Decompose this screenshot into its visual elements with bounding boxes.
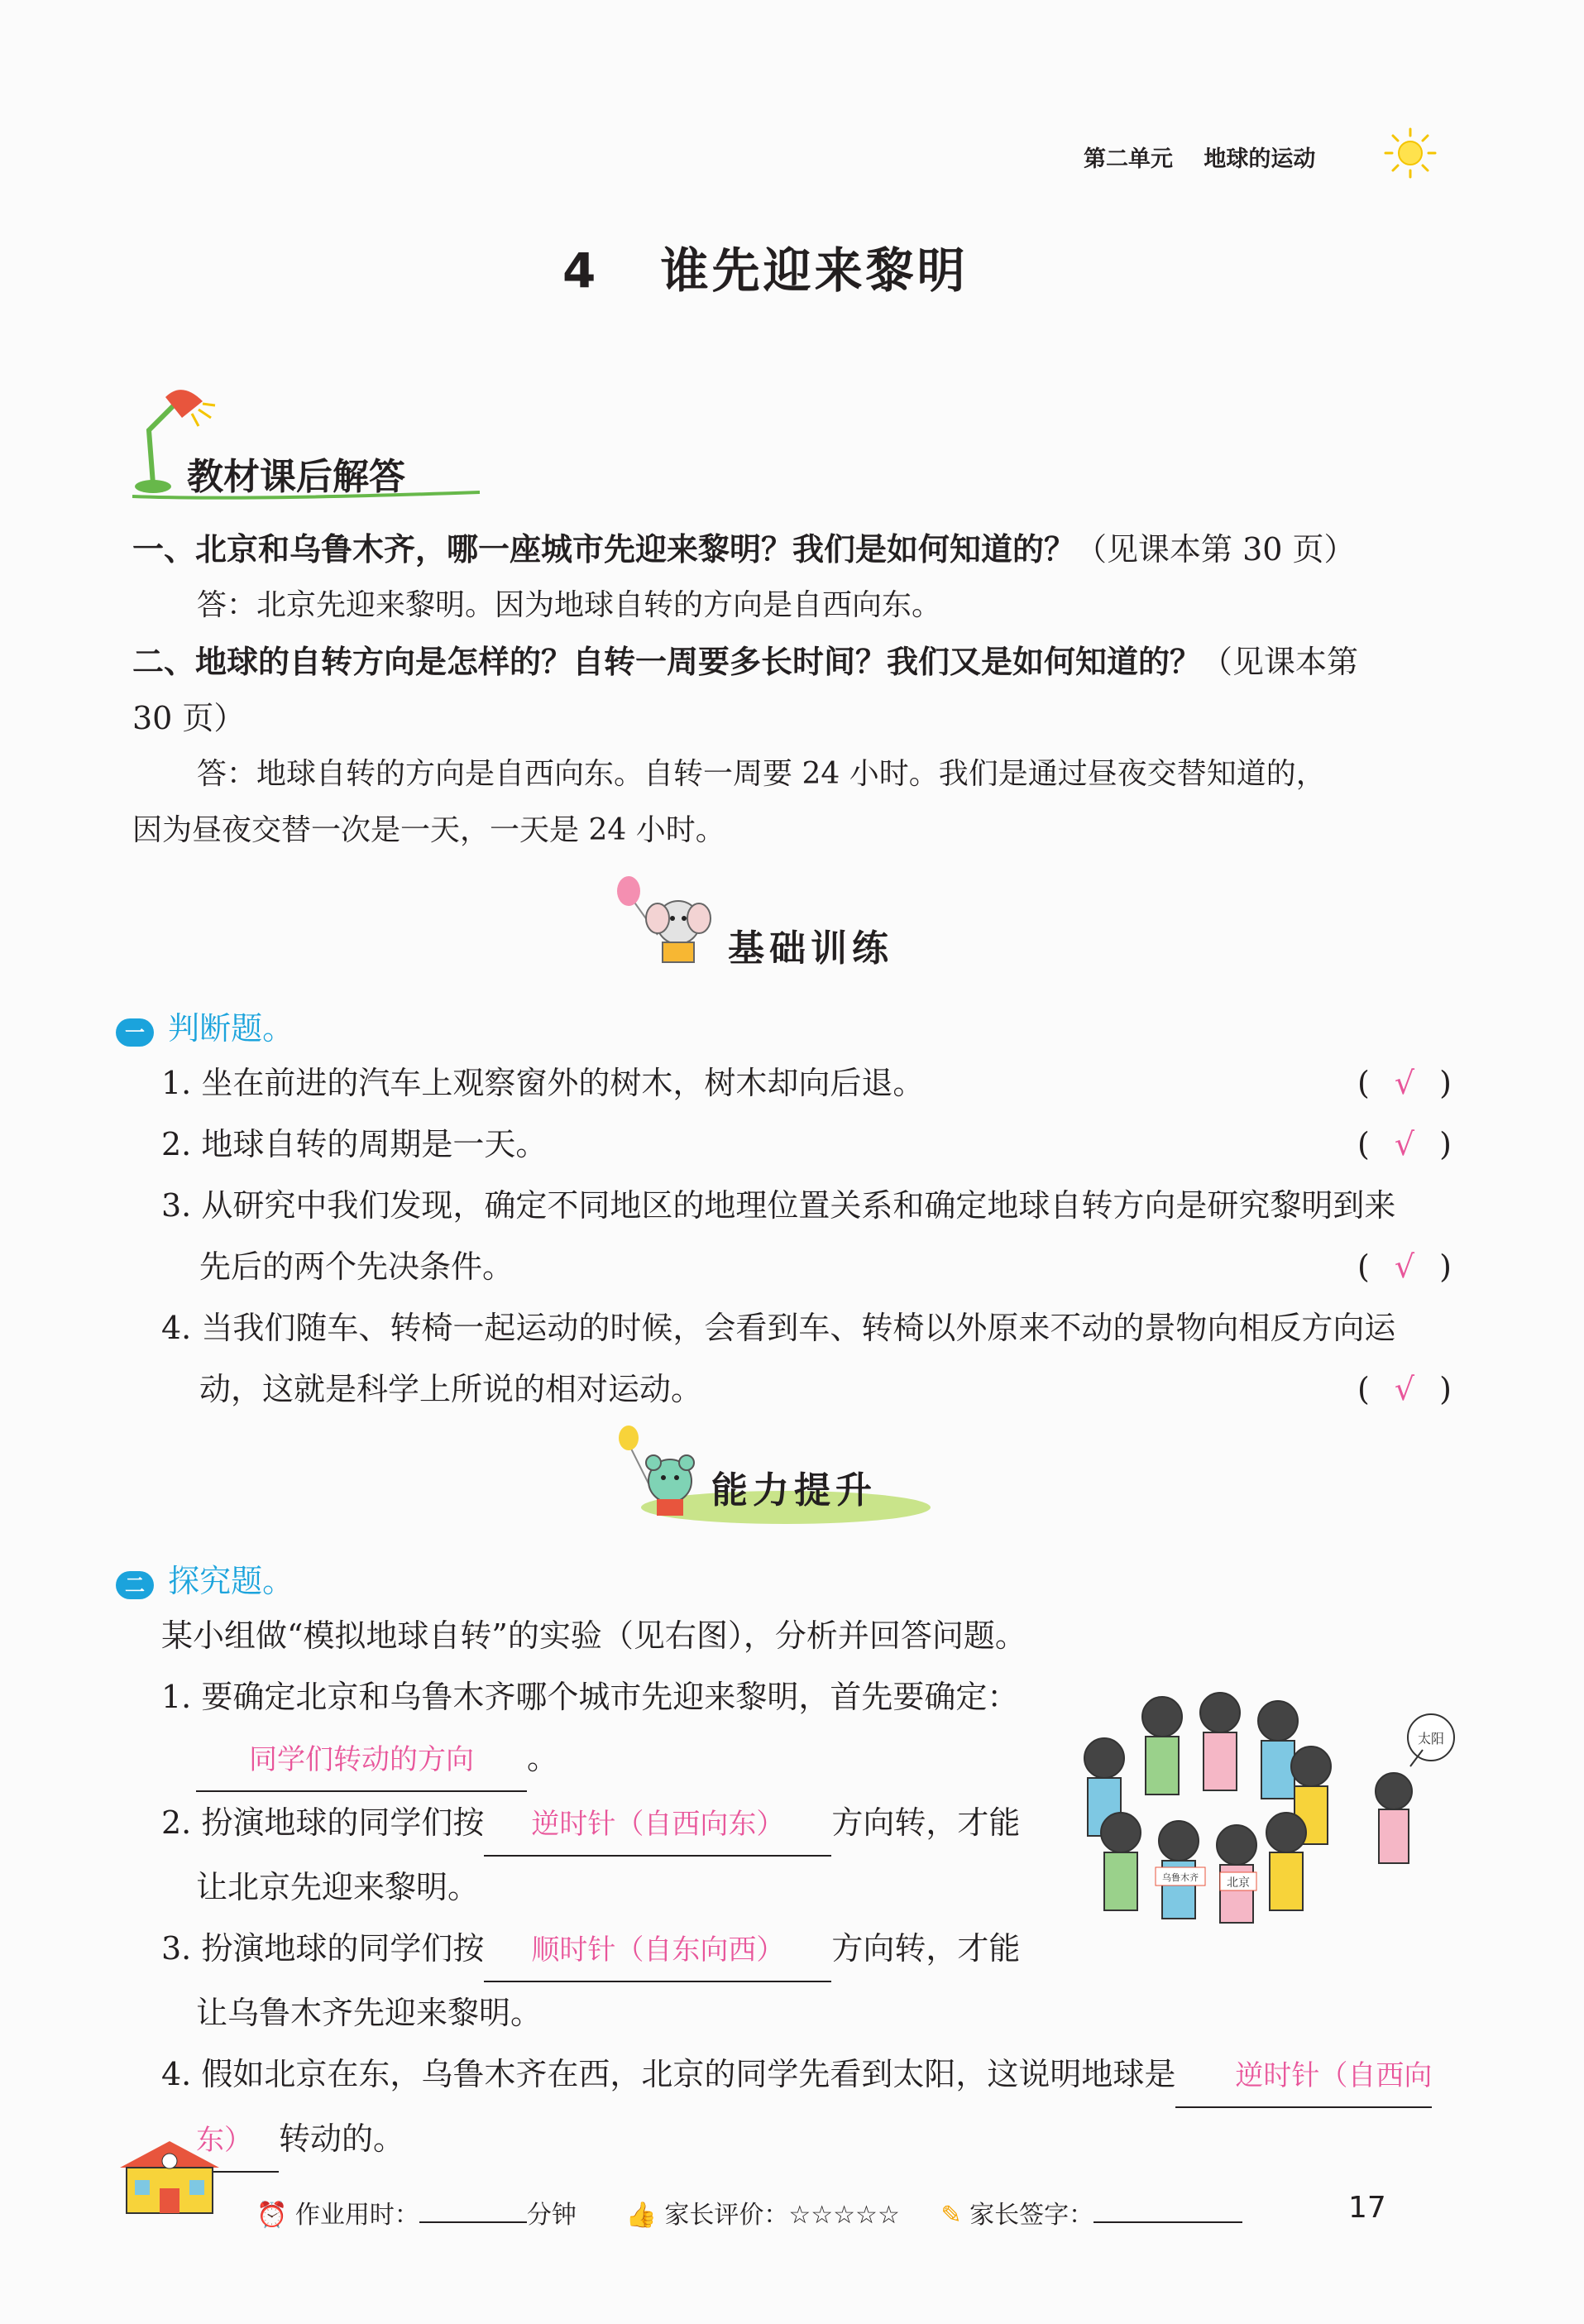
answer-2-line1: 答：地球自转的方向是自西向东。自转一周要 24 小时。我们是通过昼夜交替知道的， [197, 757, 1326, 791]
judgement-section-header [116, 1003, 294, 1048]
textbook-section-label: 教材课后解答 [187, 456, 405, 498]
exploration-q4: 4. 假如北京在东，乌鲁木齐在西，北京的同学先看到太阳，这说明地球是 逆时针（自西向 [161, 2044, 1452, 2108]
question-2: 二、地球的自转方向是怎样的？自转一周要多长时间？我们又是如何知道的？（见课本第 [132, 644, 1359, 680]
exploration-q4-cont: 东） 转动的。 [161, 2108, 1452, 2173]
footer-bar [256, 2194, 1242, 2231]
answer-box-1: ( √ ) [1357, 1065, 1452, 1101]
textbook-qa [132, 521, 1456, 859]
exploration-q3-cont: 让乌鲁木齐先迎来黎明。 [196, 1995, 543, 2031]
lesson-title-text: 谁先迎来黎明 [660, 242, 969, 299]
judgement-item-4: 4. 当我们随车、转椅一起运动的时候，会看到车、转椅以外原来不动的景物向相反方向运 [161, 1310, 1396, 1346]
judgement-item-3-cont: 先后的两个先决条件。 ( √ ) [161, 1236, 1452, 1297]
judgement-title: 判断题。 [168, 1010, 294, 1047]
answer-1: 答：北京先迎来黎明。因为地球自转的方向是自西向东。 [197, 588, 942, 622]
sun-label: 太阳 [1417, 1731, 1445, 1747]
answer-box-2: ( √ ) [1357, 1126, 1452, 1162]
judgement-item-3: 3. 从研究中我们发现，确定不同地区的地理位置关系和确定地球自转方向是研究黎明到来 [161, 1187, 1396, 1224]
eval-label: 家长评价： [664, 2201, 789, 2230]
time-unit: 分钟 [526, 2201, 577, 2230]
question-2-ref: 30 页） [132, 700, 246, 736]
section-1-badge: 一 [116, 1018, 154, 1047]
answer-2-line2: 因为昼夜交替一次是一天，一天是 24 小时。 [132, 813, 725, 847]
pencil-icon: ✎ [940, 2201, 962, 2230]
question-1: 一、北京和乌鲁木齐，哪一座城市先迎来黎明？我们是如何知道的？（见课本第 30 页） [132, 531, 1356, 568]
time-field[interactable] [419, 2221, 527, 2223]
judgement-list [161, 1052, 1452, 1420]
ability-banner: 能力提升 [711, 1469, 877, 1512]
exploration-intro: 某小组做“模拟地球自转”的实验（见右图），分析并回答问题。 [161, 1617, 1026, 1654]
judgement-item-2: 2. 地球自转的周期是一天。 ( √ ) [161, 1114, 1452, 1175]
exploration-title: 探究题。 [168, 1563, 294, 1599]
unit-label: 第二单元 [1084, 146, 1173, 172]
exploration-q1-answer: 同学们转动的方向 。 [161, 1727, 1452, 1792]
wlmq-label: 乌鲁木齐 [1162, 1872, 1199, 1883]
lesson-number: 4 [562, 242, 600, 299]
exploration-q2: 2. 扮演地球的同学们按 逆时针（自西向东） 方向转，才能 [161, 1792, 1452, 1857]
eval-stars[interactable]: ☆☆☆☆☆ [788, 2201, 900, 2230]
answer-box-4: ( √ ) [1357, 1371, 1452, 1407]
basic-training-banner: 基础训练 [728, 927, 893, 970]
judgement-item-1: 1. 坐在前进的汽车上观察窗外的树木，树木却向后退。 ( √ ) [161, 1052, 1452, 1114]
lesson-title [562, 232, 969, 301]
unit-name: 地球的运动 [1204, 146, 1316, 172]
children-rotation-illustration [1046, 1667, 1460, 1944]
section-2-badge: 二 [116, 1571, 154, 1599]
judgement-item-4-cont: 动，这就是科学上所说的相对运动。 ( √ ) [161, 1358, 1452, 1420]
sign-field[interactable] [1093, 2221, 1242, 2223]
exploration-section-header [116, 1555, 294, 1601]
elephant-icon [608, 873, 724, 972]
clock-icon: ⏰ [256, 2201, 288, 2230]
exploration-q2-cont: 让北京先迎来黎明。 [196, 1869, 480, 1905]
exploration-q3: 3. 扮演地球的同学们按 顺时针（自东向西） 方向转，才能 [161, 1918, 1452, 1982]
answer-box-3: ( √ ) [1357, 1248, 1452, 1285]
thumb-icon: 👍 [625, 2201, 657, 2230]
exploration-q1: 1. 要确定北京和乌鲁木齐哪个城市先迎来黎明，首先要确定： [161, 1679, 1019, 1715]
time-label: 作业用时： [294, 2201, 419, 2230]
page-number: 17 [1348, 2191, 1386, 2225]
school-icon [112, 2135, 227, 2217]
beijing-label: 北京 [1227, 1876, 1250, 1890]
sign-label: 家长签字： [969, 2201, 1094, 2230]
unit-header [1084, 141, 1315, 173]
sun-icon [1377, 124, 1443, 182]
